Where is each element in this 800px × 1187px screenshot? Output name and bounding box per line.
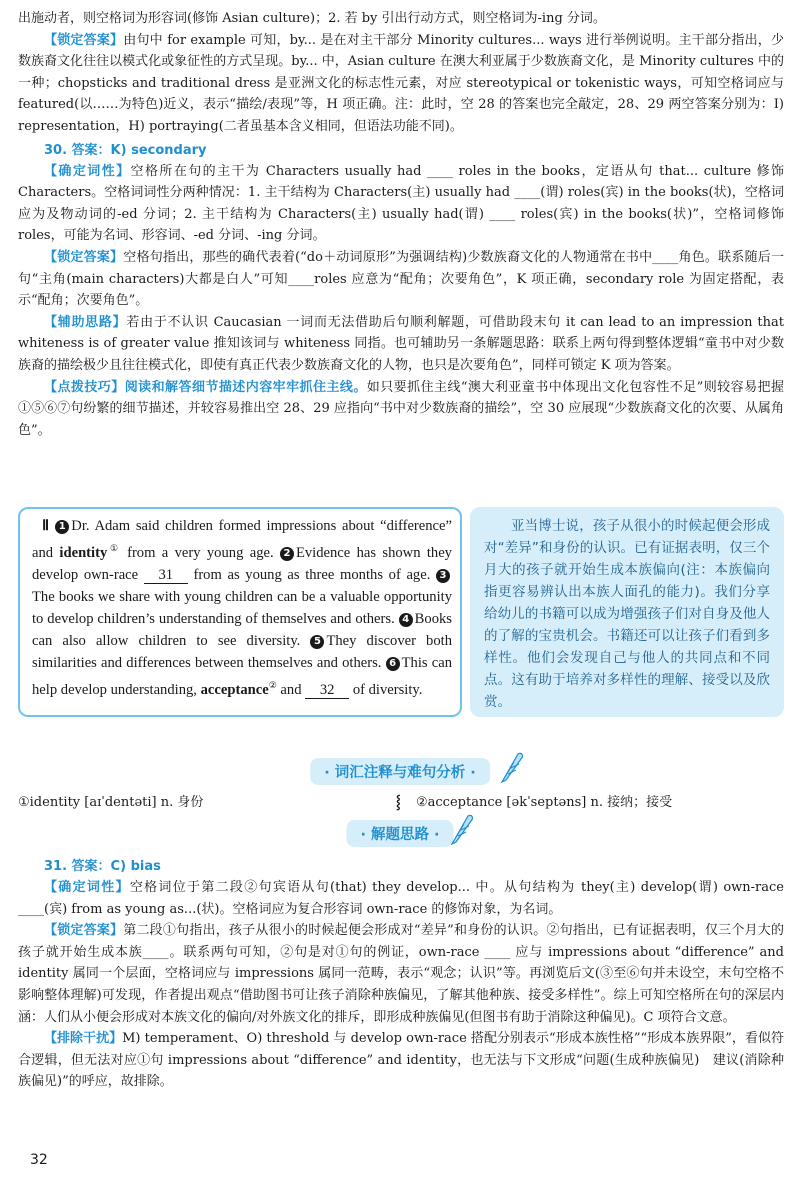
sentence-5: They discover both similarities and differences between themselves and others.: [32, 632, 452, 671]
sentence-1-end: from a very young age.: [120, 544, 274, 561]
section-tag: 【点拨技巧】: [44, 379, 125, 395]
sentence-4: Books can also allow children to see diversity.: [32, 610, 452, 649]
auxiliary-thinking-paragraph: [18, 312, 784, 377]
exclude-distractors-paragraph: [18, 1028, 784, 1093]
solve-banner-title: · 解题思路 ·: [346, 820, 453, 847]
section-tag: 【锁定答案】: [44, 32, 124, 48]
answer-heading-30: 30. 答案：K) secondary: [44, 142, 207, 158]
locked-answer-paragraph-3: [18, 920, 784, 1028]
section-tag: 【锁定答案】: [44, 923, 124, 939]
footnote-2: ②: [268, 679, 277, 690]
section-tag: 【排除干扰】: [44, 1031, 123, 1047]
sentence-6c: of diversity.: [352, 681, 423, 698]
top-section: [18, 8, 784, 441]
vocab-notes: [18, 792, 784, 814]
paragraph-text: 空格词位于第二段②句宾语从句(that) they develop... 中。从句结构为 they(主) develop(谓) own-race ____(宾) from as young as...(状)。空格词应为复合形容词 own-race 的修饰对象，为名词。: [18, 880, 784, 917]
sentence-3: The books we share with young children can be a valuable opportunity to develop children’s understanding of themselves and others.: [32, 588, 452, 627]
section-tag: 【锁定答案】: [44, 249, 124, 265]
passage-section: [18, 507, 784, 717]
locked-answer-paragraph-2: [18, 247, 784, 312]
sentence-2a: Evidence has shown they develop own-race: [32, 544, 452, 583]
sentence-number-6: 6: [386, 657, 400, 671]
vocab-item-identity: ①identity [aɪˈdentəti] n. 身份: [18, 795, 204, 810]
solve-banner: [0, 820, 800, 848]
tips-lead: 阅读和解答细节描述内容牢牢抓住主线。: [124, 379, 367, 395]
solution-section: [18, 854, 784, 1093]
paragraph-roman-numeral: Ⅱ: [42, 518, 52, 534]
vocab-identity: identity: [59, 544, 108, 561]
sentence-number-4: 4: [399, 613, 413, 627]
paragraph-text: 第二段①句指出，孩子从很小的时候起便会形成对“差异”和身份的认识。②句指出，已有证据表明，仅三个月大的孩子就开始生成本族____。联系两句可知，②句是对①句的例证，own-race ____ 应与 impressions about “difference” and identity 属同一个层面，空格词应与 impressions 属同一范畴，表示“观念；认识”等。再浏览后文(③至⑥句并未设空，末句空格不影响整体理解)可发现，作者提出观点“借助图书可让孩子消除种族偏见，了解其他种族、接受多样性”。综上可知空格所在句的深层内涵：人们从小便会形成对本族文化的偏向/对外族文化的排斥，即形成种族偏见(但图书有助于消除这种偏见)。C 项符合文意。: [18, 923, 784, 1025]
paragraph-text: 如只要抓住主线“澳大利亚童书中体现出文化包容性不足”则较容易把握①⑤⑥⑦句纷繁的细节描述，并较容易推出空 28、29 应指向“书中对少数族裔的描绘”，空 30 应展现“少数族裔文化的次要、从属角色”。: [18, 379, 784, 438]
determine-part-of-speech-paragraph-2: [18, 877, 784, 920]
section-tag: 【辅助思路】: [44, 314, 127, 330]
vocab-item-acceptance: ②acceptance [əkˈseptəns] n. 接纳；接受: [416, 795, 673, 810]
vocab-banner-title: · 词汇注释与难句分析 ·: [310, 758, 490, 785]
paragraph-text: 若由于不认识 Caucasian 一词而无法借助后句顺利解题，可借助段末句 it can lead to an impression that whiteness is of greater value 推知该词与 whiteness 同指。也可辅助另一条解题思路：联系上两句得到整体逻辑“童书中对少数族裔的描绘极少且往往模式化，即使有真正代表少数族裔文化的人物，也只是次要角色”，同样可锁定 K 项为答案。: [18, 314, 784, 373]
answer-heading-31: 31. 答案：C) bias: [44, 859, 161, 874]
section-tag: 【确定词性】: [44, 163, 131, 179]
footnote-1: ①: [107, 543, 121, 553]
blank-32: 32: [305, 682, 349, 699]
page-number: 32: [30, 1152, 48, 1168]
sentence-2b: from as young as three months of age.: [193, 566, 431, 583]
quill-icon: [498, 750, 524, 784]
continued-paragraph: 出施动者，则空格词为形容词(修饰 Asian culture)；2. 若 by 引出行动方式，则空格词为-ing 分词。: [18, 11, 606, 26]
paragraph-text: 空格句指出，那些的确代表着(“do＋动词原形”为强调结构)少数族裔文化的人物通常在书中____角色。联系随后一句“主角(main characters)大都是白人”可知____roles 应意为“配角；次要角色”，K 项正确，secondary role 为固定搭配，表示“配角；次要角色”。: [18, 249, 784, 309]
paragraph-text: 由句中 for example 可知，by... 是在对主干部分 Minority cultures... ways 进行举例说明。主干部分指出，少数族裔文化往往以模式化或象征性的方式呈现。by... 中，Asian culture 在澳大利亚属于少数族裔文化，是 Minority cultures 中的一种；chopsticks and traditional dress 是亚洲文化的标志性元素，对应 stereotypical or tokenistic ways，可知空格词应与 featured(以……为特色)近义，表示“描绘/表现”等，H 项正确。注：此时，空 28 的答案也完全敲定，28、29 两空答案分别为：I) representation，H) portraying(二者虽基本含义相同，但语法功能不同)。: [18, 32, 784, 134]
section-tag: 【确定词性】: [44, 880, 130, 895]
paragraph-text: M) temperament、O) threshold 与 develop own-race 搭配分别表示“形成本族性格”“形成本族界限”，看似符合逻辑，但无法对应①句 impressions about “difference” and identity，也无法与下文形成“问题(生成种族偏见) 建议(消除种族偏见)”的呼应，故排除。: [18, 1031, 784, 1090]
sentence-6b: and: [276, 681, 302, 698]
chinese-translation-box: 亚当博士说，孩子从很小的时候起便会形成对“差异”和身份的认识。已有证据表明，仅三个月大的孩子就开始生成本族偏向(注：本族偏向指更容易辨认出本族人面孔的能力)。我们分享给幼儿的书籍可以成为增强孩子们对自身及他人的了解的宝贵机会。书籍还可以让孩子们看到多样性。他们会发现自己与他人的共同点和不同点。这有助于培养对多样性的理解、接受以及欣赏。: [470, 507, 784, 717]
sentence-number-1: 1: [55, 520, 69, 534]
determine-part-of-speech-paragraph: [18, 161, 784, 247]
blank-31: 31: [144, 567, 188, 584]
paragraph-text: 空格所在句的主干为 Characters usually had ____ roles in the books，定语从句 that... culture 修饰 Characters。空格词词性分两种情况：1. 主干结构为 Characters(主) usually had ____(谓) roles(宾) in the books(状)，空格词应为及物动词的-ed 分词；2. 主干结构为 Characters(主) usually had(谓) ____ roles(宾) in the books(状)”，空格词修饰 roles，可能为名词、形容词、-ed 分词、-ing 分词。: [18, 163, 784, 244]
sentence-number-5: 5: [310, 635, 324, 649]
quill-icon: [448, 812, 474, 846]
vocab-acceptance: acceptance: [200, 681, 269, 698]
vocab-banner: [0, 758, 800, 786]
sentence-6a: This can help develop understanding,: [32, 654, 452, 698]
english-passage-box: [18, 507, 462, 717]
sentence-number-2: 2: [280, 547, 294, 561]
sentence-1: Dr. Adam said children formed impressions about “difference” and: [32, 518, 452, 561]
vocab-separator: ⸾: [396, 795, 401, 810]
locked-answer-paragraph-1: [18, 30, 784, 138]
tips-paragraph: [18, 377, 784, 442]
sentence-number-3: 3: [436, 569, 450, 583]
